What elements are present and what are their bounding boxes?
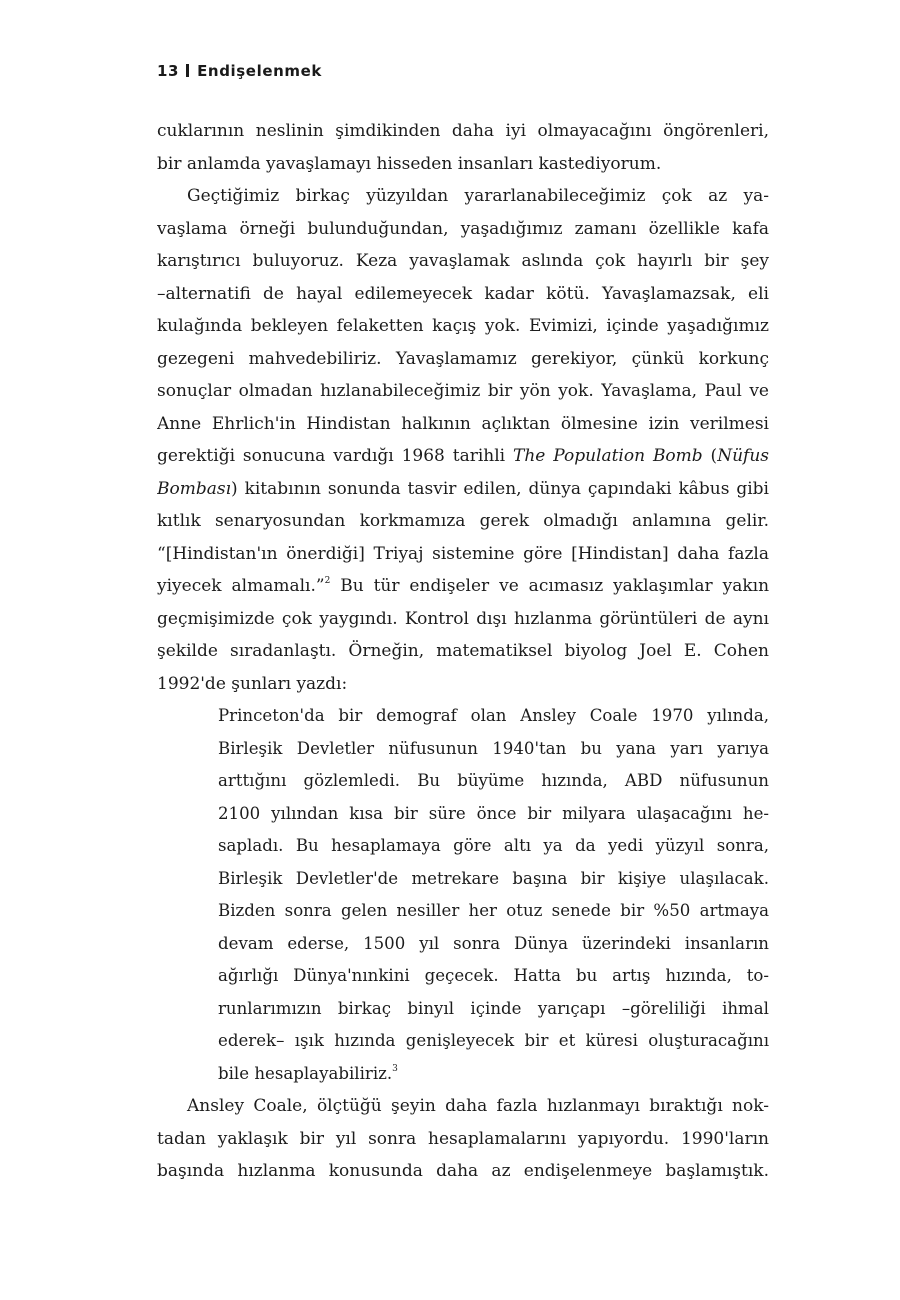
quote-line: 2100 yılından kısa bir süre önce bir milyara ulaşacağını he- <box>218 803 769 823</box>
text-line: 1992'de şunları yazdı: <box>157 673 348 694</box>
text-line: tadan yaklaşık bir yıl sonra hesaplamalarını yapıyordu. 1990'ların <box>157 1128 769 1149</box>
book-title-translation: Bombası <box>157 478 232 499</box>
text-segment: yiyecek almamalı.” <box>157 576 325 596</box>
text-line <box>157 570 769 603</box>
text-line: geçmişimizde çok yaygındı. Kontrol dışı hızlanma görüntüleri de aynı <box>157 608 769 629</box>
quote-line: arttığını gözlemledi. Bu büyüme hızında, ABD nüfusunun <box>218 771 769 790</box>
quote-line: Princeton'da bir demograf olan Ansley Coale 1970 yılında, <box>218 706 769 725</box>
text-line: şekilde sıradanlaştı. Örneğin, matematiksel biyolog Joel E. Cohen <box>157 641 769 661</box>
text-line <box>157 473 769 506</box>
text-line: gezegeni mahvedebiliriz. Yavaşlamamız gerekiyor, çünkü korkunç <box>157 348 769 369</box>
text-segment: bile hesaplayabiliriz. <box>218 1063 393 1083</box>
text-line: sonuçlar olmadan hızlanabileceğimiz bir yön yok. Yavaşlama, Paul ve <box>157 381 769 401</box>
text-line: kulağında bekleyen felaketten kaçış yok. Evimizi, içinde yaşadığımız <box>157 316 769 336</box>
quote-line: ederek– ışık hızında genişleyecek bir et küresi oluşturacağını <box>218 1031 769 1050</box>
text-segment: Bu tür endişeler ve acımasız yaklaşımlar yakın <box>330 576 769 596</box>
text-line: Ansley Coale, ölçtüğü şeyin daha fazla hızlanmayı bıraktığı nok- <box>187 1096 769 1116</box>
quote-line: Birleşik Devletler'de metrekare başına bir kişiye ulaşılacak. <box>218 868 769 888</box>
text-line: karıştırıcı buluyoruz. Keza yavaşlamak aslında çok hayırlı bir şey <box>157 251 769 271</box>
chapter-title: Endişelenmek <box>197 62 322 80</box>
running-header <box>157 62 322 80</box>
book-title: The Population Bomb <box>512 446 703 466</box>
paragraph-3 <box>157 1090 769 1188</box>
text-line: “[Hindistan'ın önerdiği] Triyaj sistemine göre [Hindistan] daha fazla <box>157 543 769 564</box>
text-line: kıtlık senaryosundan korkmamıza gerek olmadığı anlamına gelir. <box>157 511 769 531</box>
text-line: bir anlamda yavaşlamayı hisseden insanları kastediyorum. <box>157 153 662 174</box>
text-segment: ( <box>702 446 718 466</box>
text-line <box>157 440 769 473</box>
text-line: başında hızlanma konusunda daha az endişelenmeye başlamıştık. <box>157 1161 769 1181</box>
header-separator <box>186 64 189 77</box>
text-line: –alternatifi de hayal edilemeyecek kadar kötü. Yavaşlamazsak, eli <box>157 283 769 304</box>
footnote-marker: 2 <box>324 576 331 586</box>
text-line: Geçtiğimiz birkaç yüzyıldan yararlanabileceğimiz çok az ya- <box>187 186 769 206</box>
text-line: vaşlama örneği bulunduğundan, yaşadığımız zamanı özellikle kafa <box>157 218 769 239</box>
page-number: 13 <box>157 62 180 80</box>
quote-line: Birleşik Devletler nüfusunun 1940'tan bu yana yarı yarıya <box>218 738 769 758</box>
quote-line <box>218 1058 769 1091</box>
book-title-translation: Nüfus <box>717 446 769 466</box>
footnote-marker: 3 <box>392 1063 398 1074</box>
body-text <box>157 115 769 1188</box>
text-line: Anne Ehrlich'in Hindistan halkının açlıktan ölmesine izin verilmesi <box>157 413 769 434</box>
quote-line: runlarımızın birkaç binyıl içinde yarıçapı –göreliliği ihmal <box>218 998 769 1018</box>
text-segment: gerektiği sonucuna vardığı 1968 tarihli <box>157 446 513 466</box>
block-quote <box>157 700 769 1090</box>
quote-line: ağırlığı Dünya'nınkini geçecek. Hatta bu artış hızında, to- <box>218 966 769 985</box>
paragraph-1 <box>157 115 769 180</box>
quote-line: sapladı. Bu hesaplamaya göre altı ya da yedi yüzyıl sonra, <box>218 836 769 855</box>
text-line: cuklarının neslinin şimdikinden daha iyi olmayacağını öngörenleri, <box>157 121 769 141</box>
text-segment: ) kitabının sonunda tasvir edilen, dünya çapındaki kâbus gibi <box>231 478 769 499</box>
quote-line: Bizden sonra gelen nesiller her otuz senede bir %50 artmaya <box>218 901 769 920</box>
quote-line: devam ederse, 1500 yıl sonra Dünya üzerindeki insanların <box>218 933 769 953</box>
paragraph-2 <box>157 180 769 700</box>
